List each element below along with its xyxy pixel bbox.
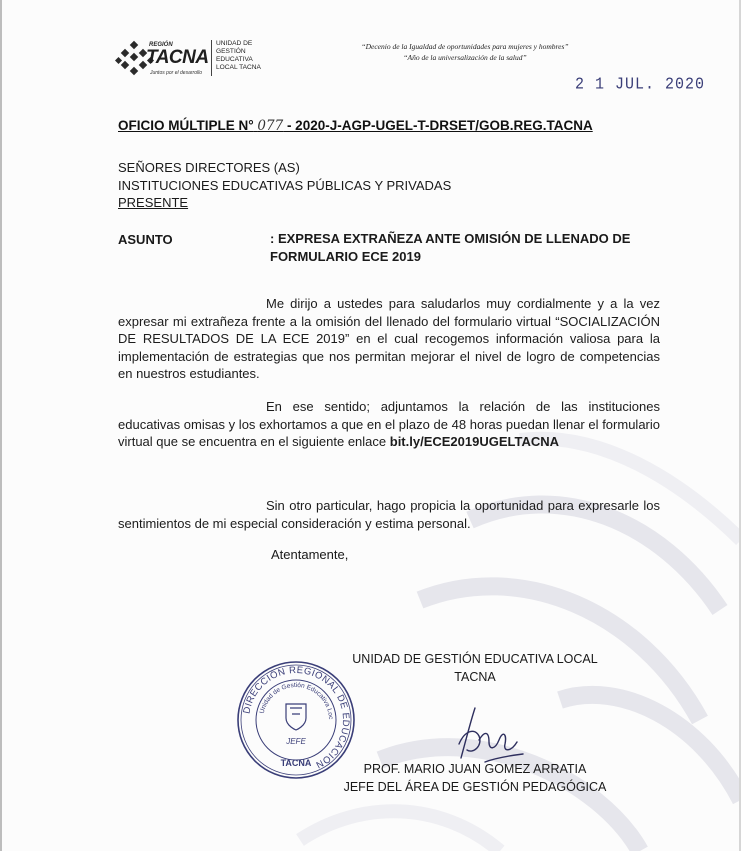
body-paragraph-2 [118, 398, 660, 451]
seal-inner-text: Unidad de Gestión Educativa Loc [258, 681, 335, 720]
seal-role: JEFE [286, 737, 306, 746]
logo-unit-line: LOCAL TACNA [216, 64, 261, 71]
paragraph-text: Me dirijo a ustedes para saludarlos muy cordialmente y a la vez expresar mi extrañeza frente a la omisión del llenado del formulario virtual “SOCIALIZACIÓN DE RESULTADOS DE LA ECE 2019” en el cual recogemos información valiosa para la implementación de estrategias que nos permitan mejorar el nivel de logro de competencias en nuestros estudiantes. [118, 296, 660, 381]
signature-unit-name [340, 650, 610, 686]
logo-region-label: REGIÓN [149, 42, 173, 48]
addressee-presente: PRESENTE [118, 195, 189, 210]
oficio-prefix: OFICIO MÚLTIPLE N° [118, 118, 254, 133]
signer-name: PROF. MARIO JUAN GOMEZ ARRATIA [363, 762, 587, 776]
logo-tagline: Juntos por el desarrollo [150, 70, 202, 76]
unit-line: UNIDAD DE GESTIÓN EDUCATIVA LOCAL [352, 652, 598, 666]
oficio-suffix: - 2020-J-AGP-UGEL-T-DRSET/GOB.REG.TACNA [283, 118, 593, 133]
addressee-block [118, 159, 451, 212]
document-title [118, 118, 593, 134]
asunto-label: ASUNTO [118, 232, 173, 247]
signer-block [340, 760, 610, 796]
motto-line: “Año de la universalización de la salud” [403, 53, 527, 62]
page-border-left [0, 0, 2, 851]
logo-divider [211, 40, 212, 76]
seal-city: TACNA [280, 758, 312, 768]
header-motto [300, 41, 630, 63]
addressee-line: INSTITUCIONES EDUCATIVAS PÚBLICAS Y PRIVADAS [118, 177, 452, 193]
asunto-text: : EXPRESA EXTRAÑEZA ANTE OMISIÓN DE LLENADO DE FORMULARIO ECE 2019 [270, 231, 631, 264]
signer-title: JEFE DEL ÁREA DE GESTIÓN PEDAGÓGICA [343, 780, 607, 794]
closing: Atentamente, [271, 547, 349, 562]
logo-name: TACNA [146, 47, 209, 68]
body-paragraph-3 [118, 497, 660, 532]
seal-ring-text: DIRECCIÓN REGIONAL DE EDUCACIÓN [241, 664, 352, 771]
date-stamp: 2 1 JUL. 2020 [575, 75, 706, 94]
motto-line: “Decenio de la Igualdad de oportunidades para mujeres y hombres” [361, 42, 569, 51]
header-logo [115, 40, 275, 80]
logo-unit-line: GESTIÓN [216, 48, 246, 55]
logo-unit-line: UNIDAD DE [216, 40, 253, 47]
form-link[interactable]: bit.ly/ECE2019UGELTACNA [389, 434, 560, 449]
paragraph-text: En ese sentido; adjuntamos la relación de las instituciones educativas omisas y los exhortamos a que en el plazo de 48 horas puedan llenar el formulario virtual que se encuentra en el siguiente enlace [118, 399, 660, 449]
paragraph-text: Sin otro particular, hago propicia la oportunidad para expresarle los sentimientos de mi especial consideración y estima personal. [118, 498, 660, 531]
unit-line: TACNA [454, 670, 496, 684]
logo-unit-text [216, 40, 261, 72]
oficio-number-handwritten: 077 [257, 118, 284, 134]
logo-unit-line: EDUCATIVA [216, 56, 253, 63]
body-paragraph-1 [118, 295, 660, 383]
addressee-line: SEÑORES DIRECTORES (AS) [118, 160, 300, 175]
